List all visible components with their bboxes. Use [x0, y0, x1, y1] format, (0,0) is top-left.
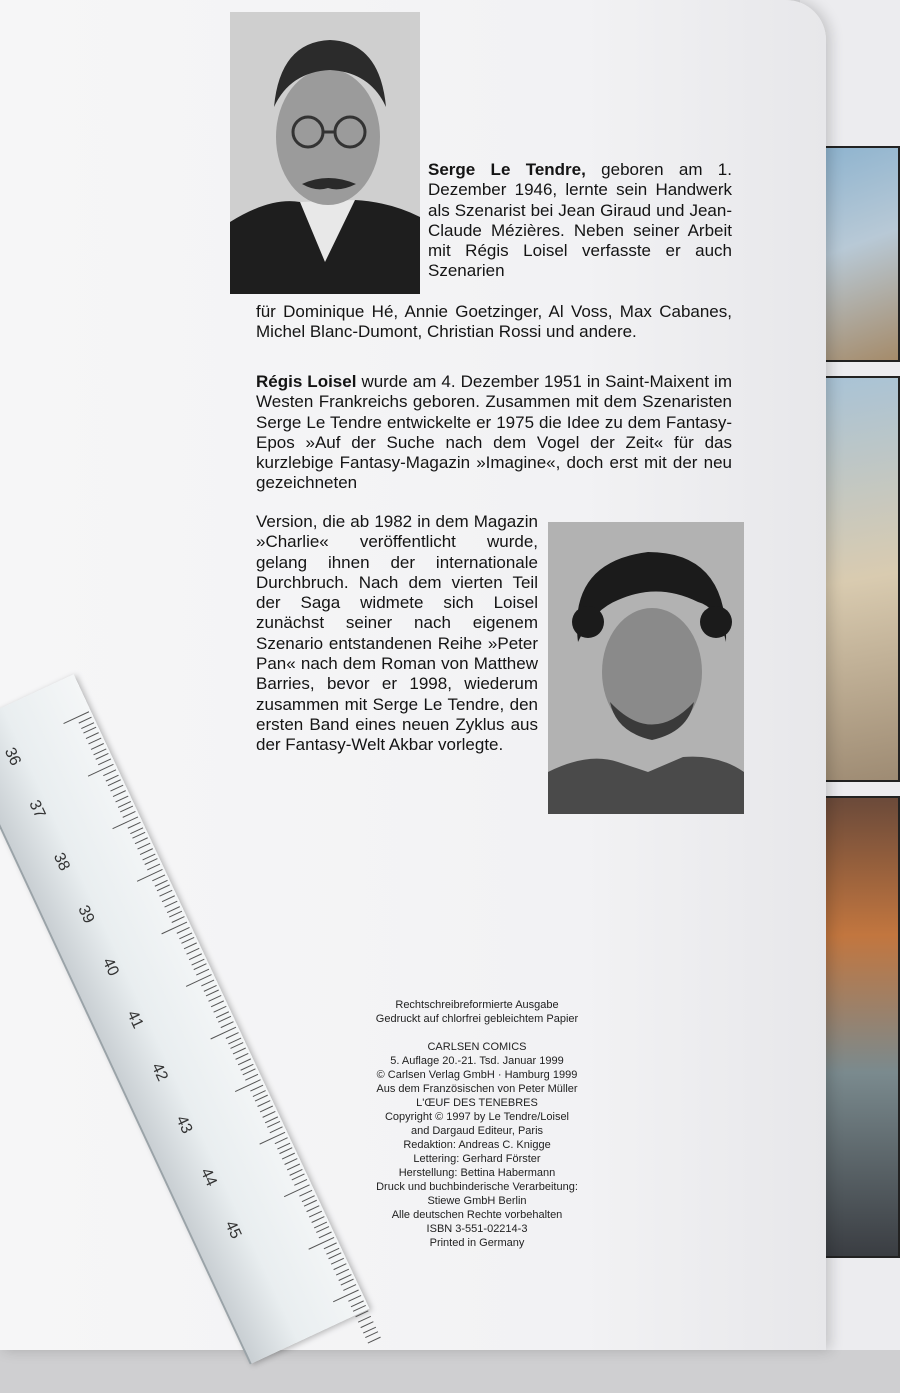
imprint-line: Herstellung: Bettina Habermann — [398, 1167, 556, 1179]
bio-regis-continued: Version, die ab 1982 in dem Magazin »Charlie« veröffentlicht wurde, gelang ihnen der internationale Durchbruch. Nach dem vierten Teil der Saga widmete sich Loisel zunächst seiner nach eigenem Szenario entstandenen Reihe »Peter Pan« nach dem Roman von Matthew Barries, bevor er 1998, wiederum zusammen mit Serge Le Tendre, den ersten Band eines neuen Zyklus aus der Fantasy-Welt Akbar vorlegte. — [256, 512, 538, 755]
portrait-serge-le-tendre — [230, 12, 420, 294]
bio-text-serge: geboren am 1. Dezember 1946, lernte sein Handwerk als Szenarist bei Jean Giraud und Jean-Claude Mézières. Neben seiner Arbeit mit Régis Loisel verfasste er auch Szenarien — [428, 160, 732, 281]
portrait-illustration — [230, 12, 420, 294]
ruler-number: 40 — [98, 955, 122, 979]
comic-panel — [824, 146, 900, 362]
ruler-tick — [259, 1132, 285, 1145]
imprint-line: Stiewe GmbH Berlin — [427, 1195, 527, 1207]
ruler-number: 44 — [196, 1165, 220, 1189]
ruler-tick — [186, 974, 212, 987]
ruler-tick — [235, 1079, 261, 1092]
imprint-line: Copyright © 1997 by Le Tendre/Loisel — [384, 1111, 570, 1123]
imprint-line: Druck und buchbinderische Verarbeitung: — [376, 1181, 578, 1193]
ruler-number: 36 — [0, 745, 24, 769]
imprint-line: Alle deutschen Rechte vorbehalten — [391, 1209, 563, 1221]
ruler-tick — [210, 1027, 236, 1040]
imprint-line: Lettering: Gerhard Förster — [413, 1153, 541, 1165]
imprint-line: Aus dem Französischen von Peter Müller — [376, 1083, 578, 1095]
bio-name-serge: Serge Le Tendre, — [428, 160, 586, 179]
imprint-line: 5. Auflage 20.-21. Tsd. Januar 1999 — [390, 1055, 564, 1067]
imprint-line: Redaktion: Andreas C. Knigge — [403, 1139, 551, 1151]
ruler-number: 45 — [221, 1218, 245, 1242]
ruler-tick — [161, 922, 187, 935]
ruler-tick — [333, 1290, 359, 1303]
comic-panel — [824, 796, 900, 1258]
ruler-number: 41 — [123, 1007, 147, 1032]
show-through-text — [540, 50, 558, 124]
imprint-line: © Carlsen Verlag GmbH · Hamburg 1999 — [376, 1069, 578, 1081]
bio-text-regis: wurde am 4. Dezember 1951 in Saint-Maixent im Westen Frankreichs geboren. Zusammen mit dem Szenaristen Serge Le Tendre entwickelte er 1975 die Idee zu dem Fantasy-Epos »Auf der Suche nach dem Vogel der Zeit« für das kurzlebige Fantasy-Magazin »Imagine«, doch erst mit der neu gezeichneten — [256, 372, 732, 493]
imprint-line: Rechtschreibreformierte Ausgabe — [395, 999, 559, 1011]
portrait-regis-loisel — [548, 522, 744, 814]
ruler-number: 37 — [25, 797, 49, 822]
imprint-line: Printed in Germany — [429, 1237, 525, 1249]
ruler-number: 38 — [49, 850, 73, 874]
ruler-tick — [63, 711, 89, 724]
ruler-number: 43 — [172, 1113, 196, 1137]
ruler-tick — [112, 816, 138, 829]
original-title: L'ŒUF DES TENEBRES — [416, 1097, 538, 1109]
imprint — [316, 998, 638, 1250]
portrait-illustration — [548, 522, 744, 814]
ruler-number: 42 — [147, 1060, 171, 1084]
ruler-tick — [284, 1184, 310, 1197]
bio-regis-loisel — [256, 372, 732, 494]
bio-serge-le-tendre — [428, 160, 732, 282]
ruler-tick — [88, 764, 114, 777]
publisher-name: CARLSEN COMICS — [427, 1041, 527, 1053]
ruler-tick — [137, 869, 163, 882]
imprint-line: Gedruckt auf chlorfrei gebleichtem Papier — [375, 1013, 579, 1025]
comic-panel — [824, 376, 900, 782]
isbn: ISBN 3-551-02214-3 — [426, 1223, 528, 1235]
bio-serge-continued: für Dominique Hé, Annie Goetzinger, Al Voss, Max Cabanes, Michel Blanc-Dumont, Christian Rossi und andere. — [256, 302, 732, 342]
imprint-line: and Dargaud Editeur, Paris — [410, 1125, 544, 1137]
ruler-tick — [308, 1237, 334, 1250]
bio-name-regis: Régis Loisel — [256, 372, 357, 391]
ruler-number: 39 — [74, 902, 98, 927]
